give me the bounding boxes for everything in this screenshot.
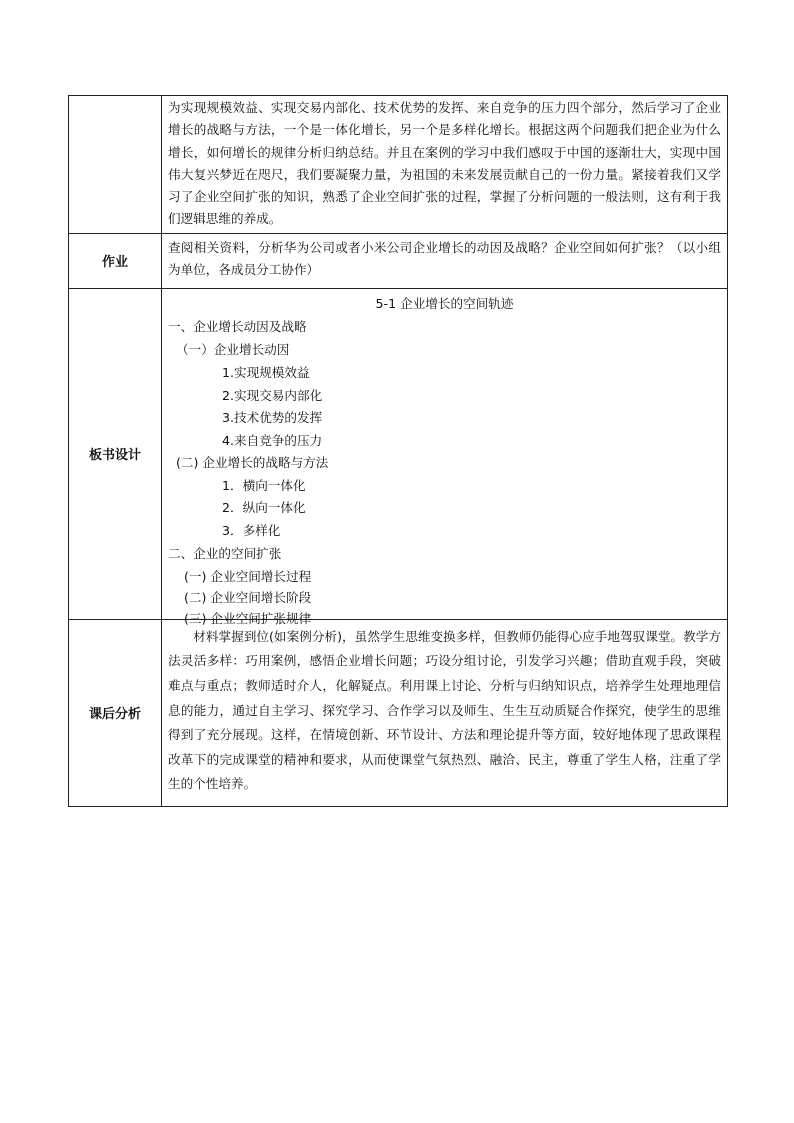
board-section-2: 二、企业的空间扩张 — [168, 545, 282, 561]
board-outline — [162, 289, 727, 626]
homework-label: 作业 — [69, 233, 162, 288]
board-sub1-item: 4.来自竞争的压力 — [222, 432, 323, 448]
intro-content-cell — [162, 96, 728, 234]
board-section-1: 一、企业增长动因及战略 — [168, 318, 307, 334]
homework-content-cell — [162, 233, 728, 288]
table-row-board-design — [69, 288, 728, 619]
table-row-reflection — [69, 619, 728, 806]
intro-text: 为实现规模效益、实现交易内部化、技术优势的发挥、来自竞争的压力四个部分，然后学习了企业增长的战略与方法，一个是一体化增长，另一个是多样化增长。根据这两个问题我们把企业为什么增长，如何增长的规律分析归纳总结。并且在案例的学习中我们感叹于中国的逐渐壮大，实现中国伟大复兴梦近在咫尺，我们要凝聚力量，为祖国的未来发展贡献自己的一份力量。紧接着我们又学习了企业空间扩张的知识，熟悉了企业空间扩张的过程，掌握了分析问题的一般法则，这有利于我们逻辑思维的养成。 — [168, 100, 721, 227]
reflection-label: 课后分析 — [69, 619, 162, 806]
board-design-label: 板书设计 — [69, 288, 162, 619]
intro-label-cell — [69, 96, 162, 234]
board-sub1-item: 3.技术优势的发挥 — [222, 409, 323, 425]
board-sub1-item: 1.实现规模效益 — [222, 364, 310, 380]
homework-text: 查阅相关资料，分析华为公司或者小米公司企业增长的动因及战略？企业空间如何扩张？（以小组为单位，各成员分工协作） — [168, 239, 721, 278]
reflection-text: 材料掌握到位(如案例分析)，虽然学生思维变换多样，但教师仍能得心应手地驾驭课堂。教学方法灵活多样：巧用案例，感悟企业增长问题；巧设分组讨论，引发学习兴趣；借助直观手段，突破难点与重点；教师适时介人，化解疑点。利用课上讨论、分析与归纳知识点，培养学生处理地理信息的能力，通过自主学习、探究学习、合作学习以及师生、生生互动质疑合作探究，使学生的思维得到了充分展现。这样，在情境创新、环节设计、方法和理论提升等方面，较好地体现了思政课程改革下的完成课堂的精神和要求，从而使课堂气氛热烈、融洽、民主，尊重了学生人格，注重了学生的个性培养。 — [168, 628, 721, 792]
table-row-homework — [69, 233, 728, 288]
board-sec2-item: (三) 企业空间扩张规律 — [184, 610, 312, 626]
board-sub1-item: 2.实现交易内部化 — [222, 387, 323, 403]
board-sec2-item: (一) 企业空间增长过程 — [184, 568, 312, 584]
board-sub2-item: 2．纵向一体化 — [222, 499, 306, 515]
lesson-plan-table — [68, 95, 728, 807]
table-row-intro — [69, 96, 728, 234]
board-sub2-item: 3．多样化 — [222, 522, 281, 538]
reflection-content-cell — [162, 619, 728, 806]
board-subsection-1: （一）企业增长动因 — [176, 341, 290, 357]
board-title: 5-1 企业增长的空间轨迹 — [375, 295, 514, 311]
board-sub2-item: 1．横向一体化 — [222, 477, 306, 493]
board-design-content-cell — [162, 288, 728, 626]
board-sec2-item: (二) 企业空间增长阶段 — [184, 589, 312, 605]
board-subsection-2: (二) 企业增长的战略与方法 — [176, 454, 329, 470]
